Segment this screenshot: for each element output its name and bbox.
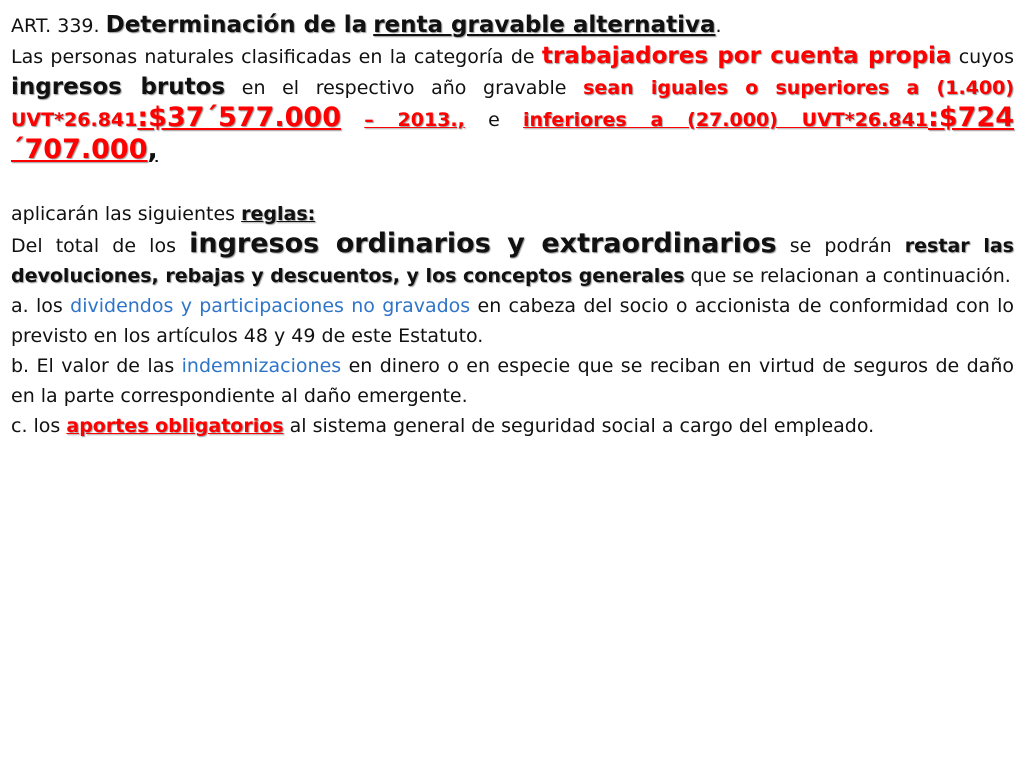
paragraph-intro [11, 41, 1014, 167]
upper-limit-comma: , [147, 134, 158, 165]
title-period: . [715, 15, 722, 37]
paragraph-total [11, 229, 1014, 291]
total-text-3: se podrán [789, 235, 892, 257]
lower-limit-text: sean iguales o superiores a (1.400) UVT*26.841 [11, 77, 1015, 131]
ingresos-ordinarios-highlight: ingresos ordinarios y extraordinarios [189, 228, 777, 259]
item-c-text-3: al sistema general de seguridad social a cargo del empleado. [289, 415, 875, 437]
intro-text-1: Las personas naturales clasificadas en la categoría de [11, 46, 535, 68]
intro-text-5: en el respectivo año gravable [241, 77, 567, 99]
item-b [11, 351, 1014, 411]
intro-text-3: cuyos [958, 46, 1014, 68]
paragraph-spacer [11, 167, 1014, 199]
devoluciones-highlight: devoluciones, rebajas y descuentos, y los conceptos generales [11, 265, 685, 287]
intro-text-9: e [488, 109, 500, 131]
item-c-text-1: c. los [11, 415, 61, 437]
item-b-text-3: en dinero o en especie que se reciban en virtud de seguros de daño en la parte correspondiente al daño emergente. [11, 355, 1014, 407]
slide-content [11, 10, 1014, 441]
article-number: ART. 339. [11, 15, 100, 37]
total-text-6: que se relacionan a continuación. [690, 265, 1011, 287]
year-note: – 2013., [364, 109, 465, 131]
rules-label: reglas: [241, 203, 316, 225]
lower-limit-amount: :$37´577.000 [137, 102, 341, 133]
upper-limit-amount: :$724´707.000 [11, 102, 1014, 165]
item-c [11, 411, 1014, 441]
article-title [11, 10, 1014, 41]
rules-text: aplicarán las siguientes [11, 203, 236, 225]
dividendos-highlight: dividendos y participaciones no gravados [70, 295, 471, 317]
indemnizaciones-highlight: indemnizaciones [181, 355, 342, 377]
item-a-text-1: a. los [11, 295, 63, 317]
title-heading-a: Determinación de la [105, 12, 368, 38]
trabajadores-highlight: trabajadores por cuenta propia [541, 43, 952, 69]
total-text-1: Del total de los [11, 235, 176, 257]
title-heading-b: renta gravable alternativa [373, 12, 716, 38]
item-b-text-1: b. El valor de las [11, 355, 175, 377]
aportes-highlight: aportes obligatorios [66, 415, 284, 437]
item-a [11, 291, 1014, 351]
upper-limit-text: inferiores a (27.000) UVT*26.841 [523, 109, 929, 131]
ingresos-brutos-highlight: ingresos brutos [11, 74, 226, 100]
restar-highlight: restar las [904, 235, 1014, 257]
paragraph-rules [11, 199, 1014, 229]
item-a-text-3: en cabeza del socio o accionista de conformidad con lo previsto en los artículos 48 y 49 de este Estatuto. [11, 295, 1015, 347]
